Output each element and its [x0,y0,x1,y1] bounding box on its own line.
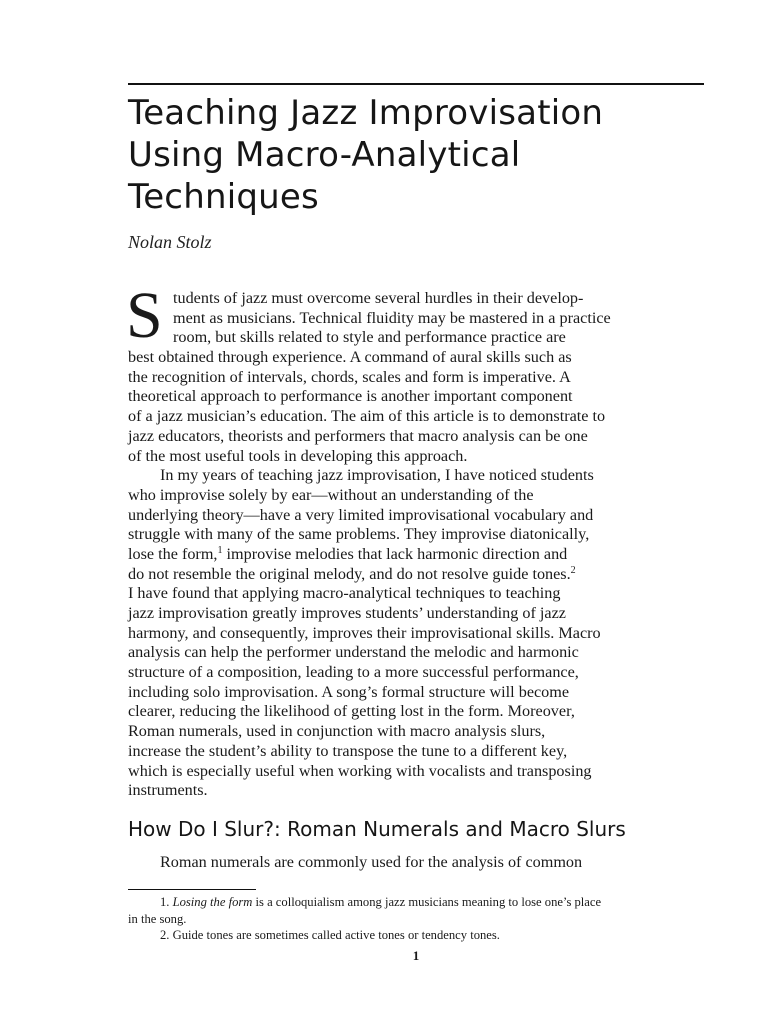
section-first-line: Roman numerals are commonly used for the analysis of common [160,853,583,871]
body-line: theoretical approach to performance is another important component [128,387,573,406]
article-body [126,279,704,801]
body-line: structure of a composition, leading to a more successful performance, [128,663,579,682]
article-title [128,92,704,218]
footnote-2: 2. Guide tones are sometimes called active tones or tendency tones. [160,928,500,942]
footnote-ref-2[interactable]: 2 [570,564,576,576]
body-line: which is especially useful when working with vocalists and transposing [128,761,592,780]
section-heading: How Do I Slur?: Roman Numerals and Macro Slurs [128,817,626,841]
top-rule [128,83,704,85]
body-line: In my years of teaching jazz improvisation, I have noticed students [160,466,594,485]
body-line: the recognition of intervals, chords, scales and form is imperative. A [128,367,571,386]
body-line: I have found that applying macro-analytical techniques to teaching [128,584,561,603]
body-line: underlying theory—have a very limited improvisational vocabulary and [128,505,594,524]
author-name: Nolan Stolz [128,232,212,252]
body-line: best obtained through experience. A command of aural skills such as [128,348,572,367]
page-number: 1 [412,948,420,963]
body-line: analysis can help the performer understand the melodic and harmonic [128,643,579,662]
body-line: ment as musicians. Technical fluidity may be mastered in a practice [173,308,611,327]
footnotes [128,894,704,944]
body-line: harmony, and consequently, improves their improvisational skills. Macro [128,623,601,642]
article-page [128,0,704,1024]
body-line: who improvise solely by ear—without an understanding of the [128,485,534,504]
footnote-rule [128,889,256,890]
footnote-italic-term: Losing the form [172,895,253,909]
drop-cap: S [126,279,163,352]
footnote-1-continued: in the song. [128,911,187,926]
footnote-number: 1. [160,895,173,909]
body-line: including solo improvisation. A song’s formal structure will become [128,682,570,701]
title-line: Teaching Jazz Improvisation [128,93,604,133]
body-line [128,565,704,585]
body-line: of a jazz musician’s education. The aim of this article is to demonstrate to [128,407,606,426]
footnote-ref-1[interactable]: 1 [217,544,223,556]
body-line: instruments. [128,781,208,800]
body-text-segment: improvise melodies that lack harmonic direction and [222,544,568,563]
body-line: struggle with many of the same problems. They improvise diatonically, [128,525,590,544]
body-line: tudents of jazz must overcome several hurdles in their develop- [173,289,584,307]
body-line: clearer, reducing the likelihood of getting lost in the form. Moreover, [128,702,575,721]
footnote-text: is a colloquialism among jazz musicians meaning to lose one’s place [252,895,602,909]
body-line: of the most useful tools in developing this approach. [128,446,468,465]
body-line: Roman numerals, used in conjunction with macro analysis slurs, [128,722,546,741]
title-line: Techniques [128,177,319,217]
body-text-segment: lose the form, [128,544,218,563]
footnote-1 [128,894,704,911]
body-line: room, but skills related to style and performance practice are [173,328,566,347]
body-line: jazz educators, theorists and performers that macro analysis can be one [128,426,588,445]
title-line: Using Macro-Analytical [128,135,521,175]
body-line: increase the student’s ability to transpose the tune to a different key, [128,741,568,760]
body-line [128,545,704,565]
body-text-segment: do not resemble the original melody, and do not resolve guide tones. [128,564,571,583]
body-line: jazz improvisation greatly improves students’ understanding of jazz [128,604,566,622]
